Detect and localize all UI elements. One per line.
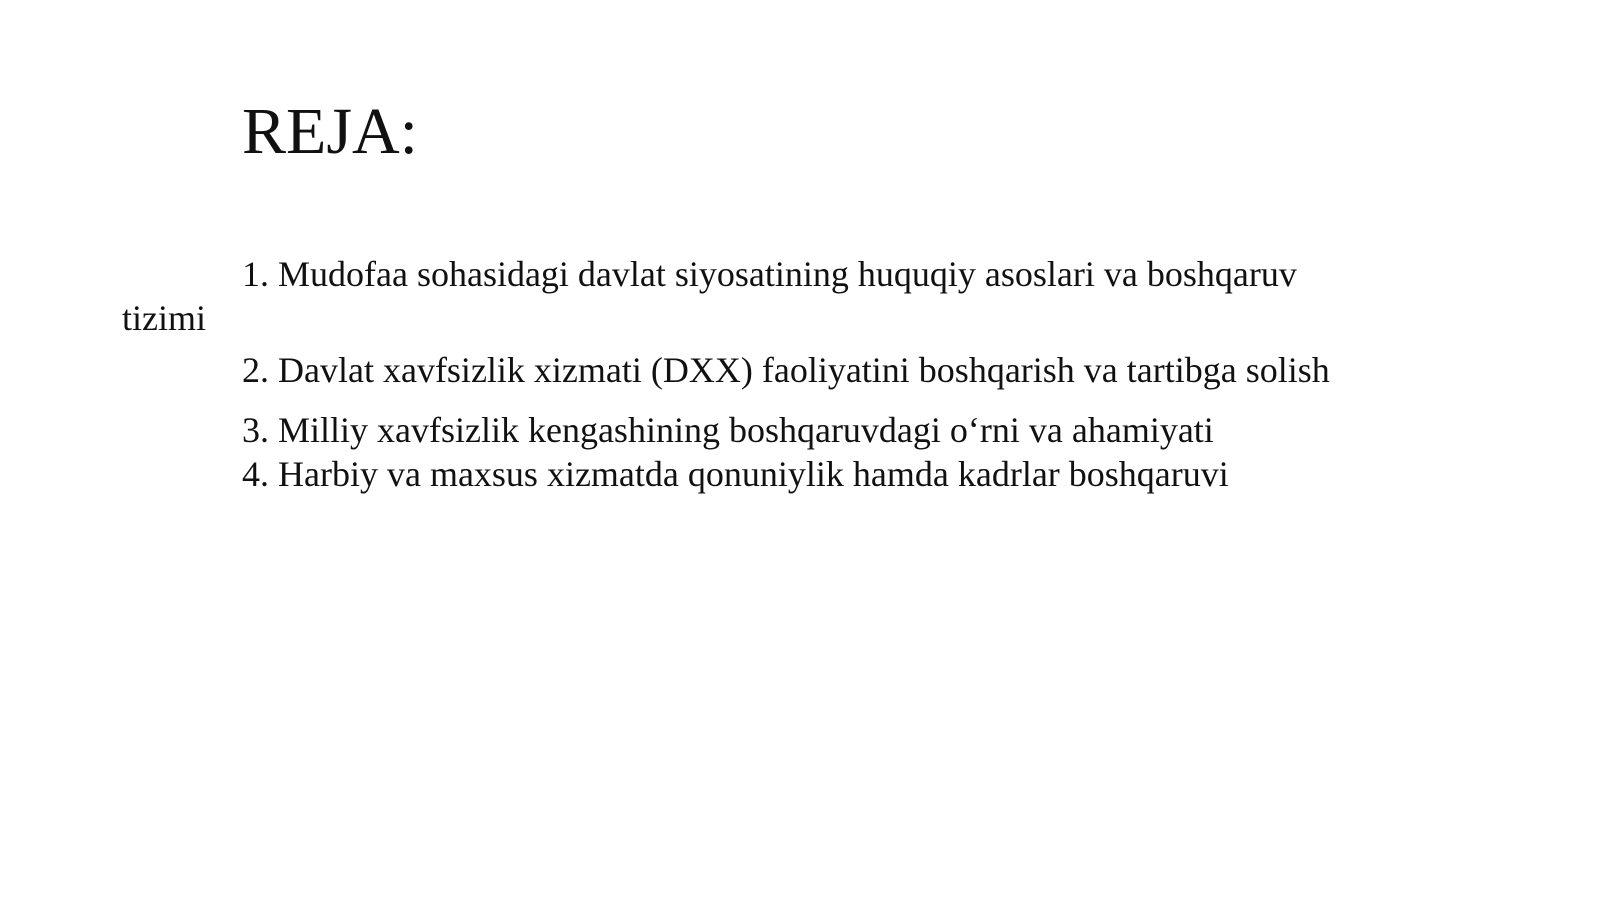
plan-item-2: 2. Davlat xavfsizlik xizmati (DXX) faoliyatini boshqarish va tartibga solish xyxy=(242,350,1330,390)
slide-title: REJA: xyxy=(242,95,419,168)
plan-item-3: 3. Milliy xavfsizlik kengashining boshqaruvdagi o‘rni va ahamiyati xyxy=(242,410,1214,450)
plan-item-1: 1. Mudofaa sohasidagi davlat siyosatining huquqiy asoslari va boshqaruv xyxy=(242,254,1297,294)
plan-item-1-continuation: tizimi xyxy=(122,298,206,338)
plan-item-4: 4. Harbiy va maxsus xizmatda qonuniylik hamda kadrlar boshqaruvi xyxy=(242,454,1229,494)
